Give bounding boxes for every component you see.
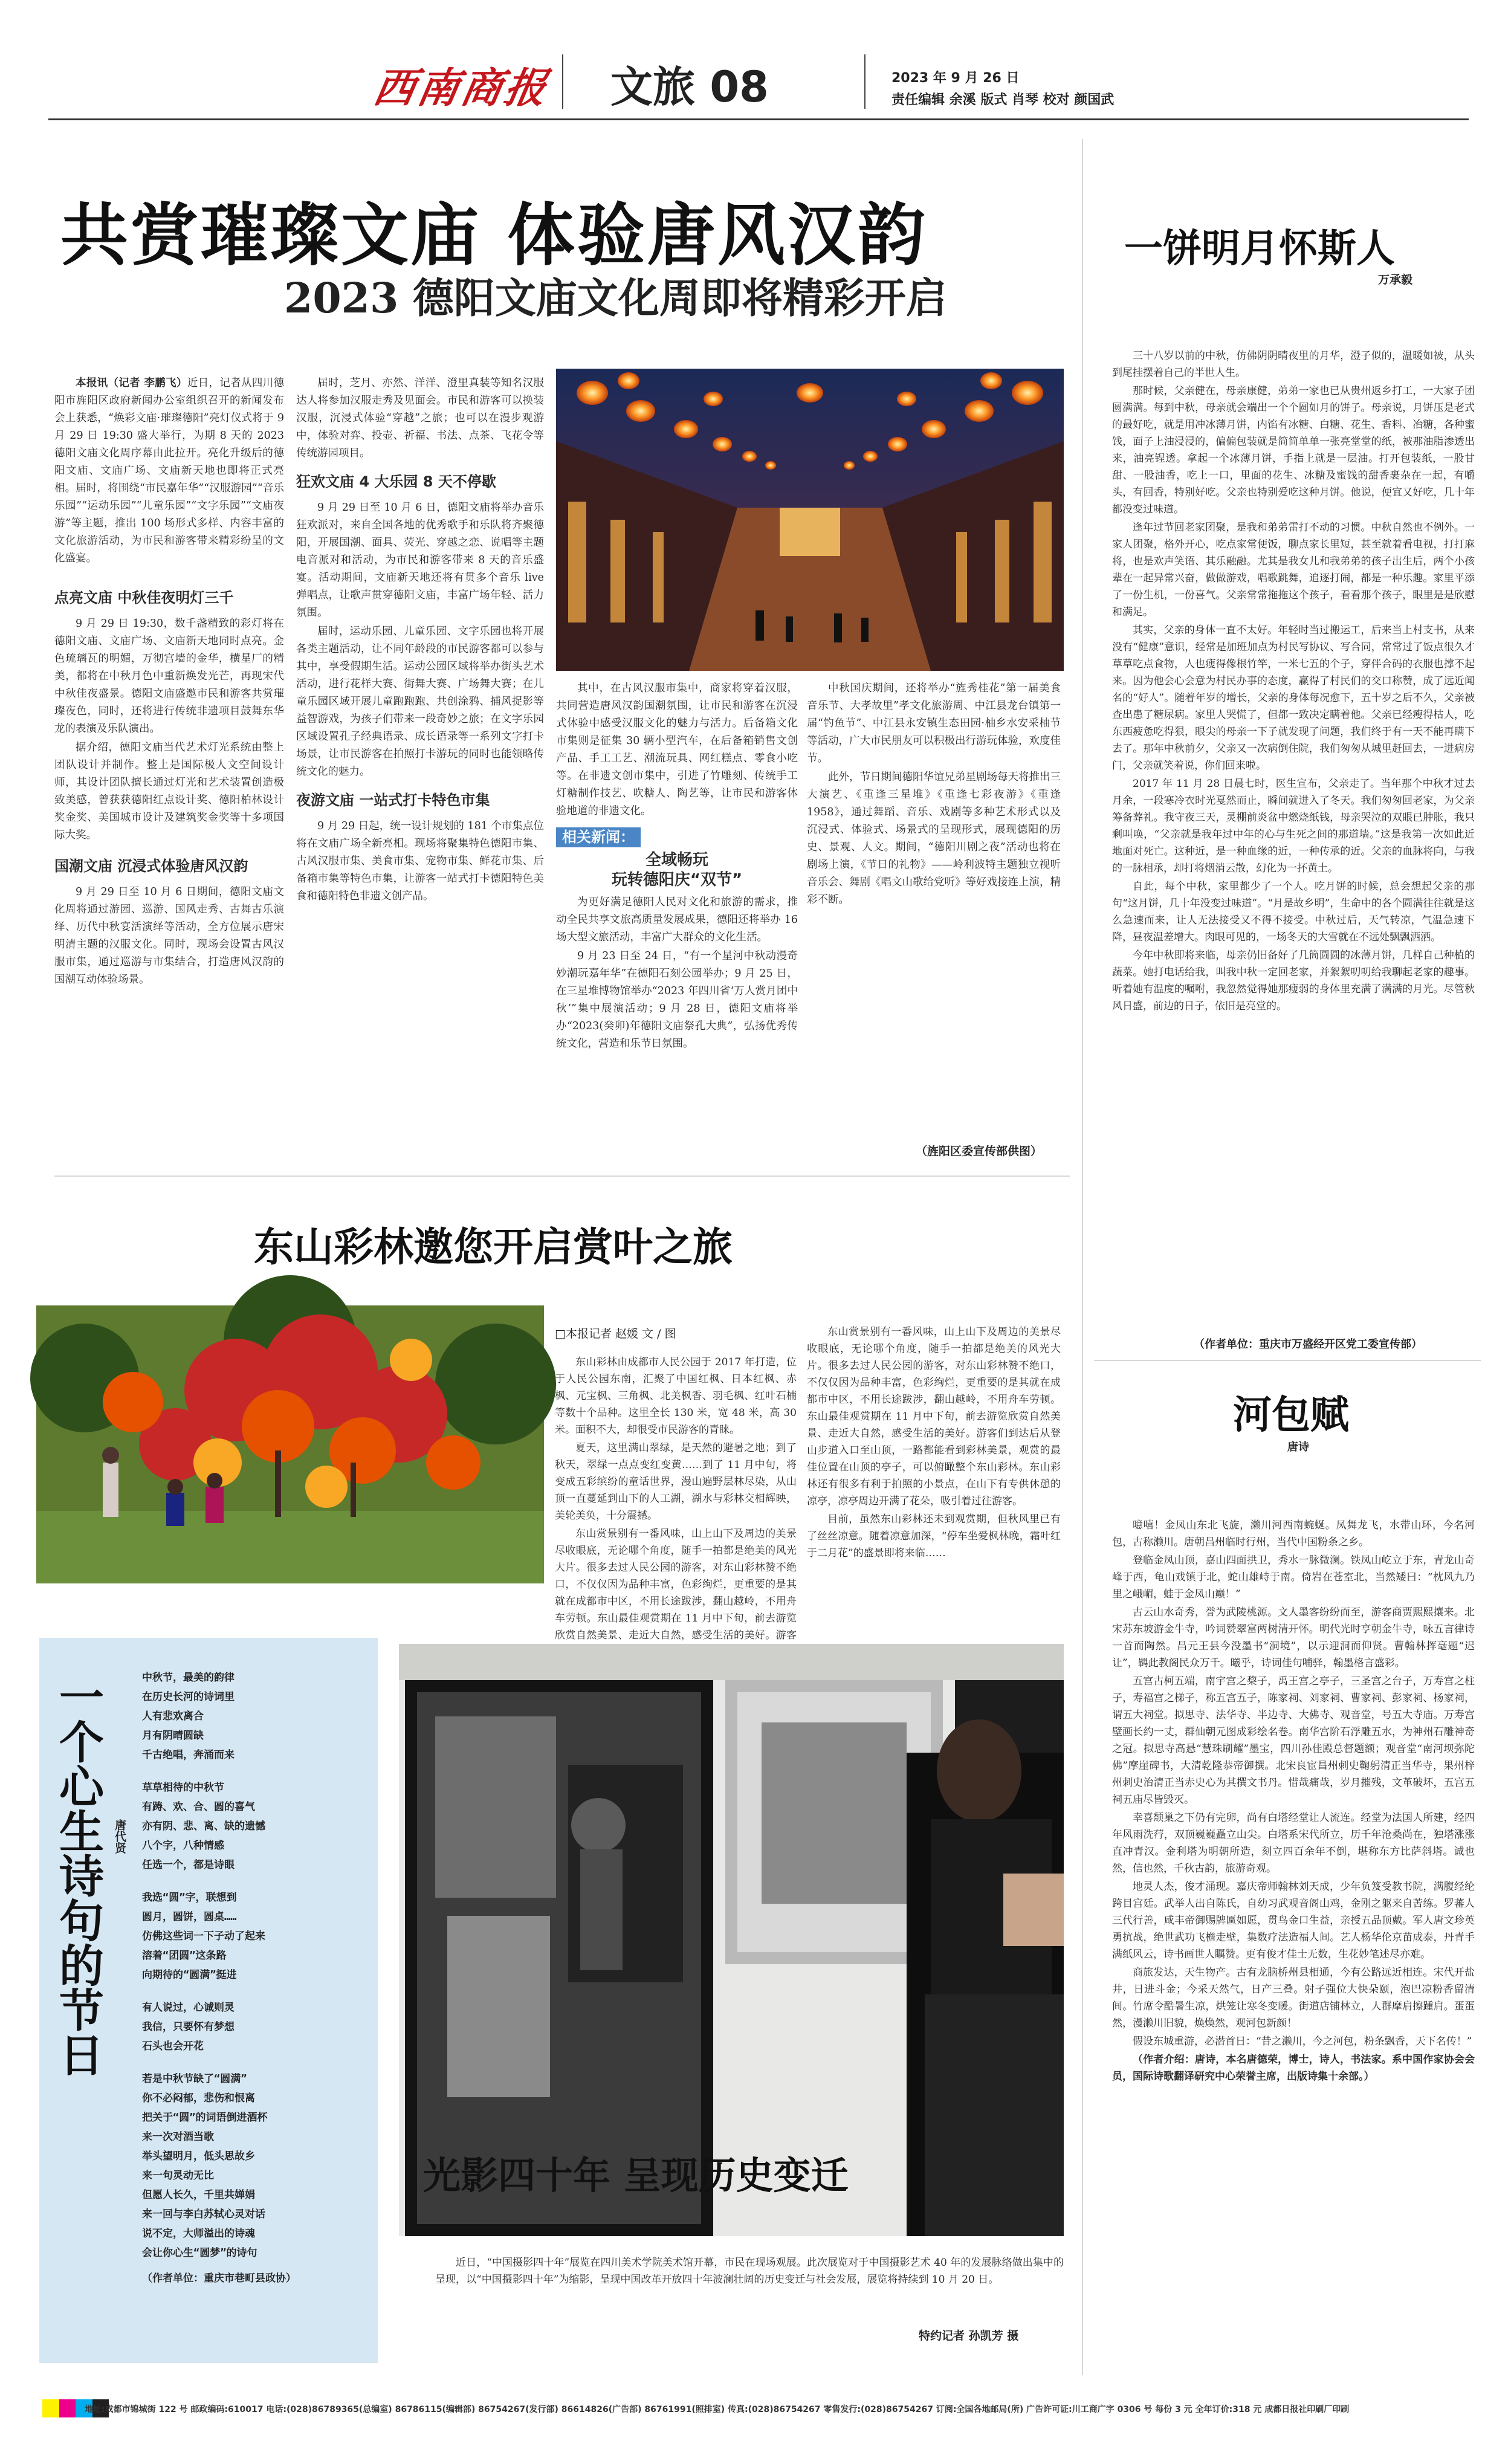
related-news-paragraph: 中秋国庆期间，还将举办“旌秀桂花”第一届美食音乐节、大孝故里”孝文化旅游周、中江县龙台镇第一届“钓鱼节”、中江县永安镇生态田园·柚乡水安采柚节等活动，广大市民朋友可以积极出行游玩体验，欢度佳节。 [807, 682, 1061, 765]
section2-paragraph: 届时，芝月、亦然、洋洋、澄里真装等知名汉服达人将参加汉服走秀及见面会。市民和游客可以换装汉服，沉浸式体验“穿越”之旅；也可以在漫步观游中，体验对弈、投壶、祈福、书法、点茶、飞花令等传统游园项目。 [296, 377, 544, 459]
poem-line: 来一回与李白苏轼心灵对话 [142, 2208, 265, 2220]
section2-title: 国潮文庙 沉浸式体验唐风汉韵 [54, 858, 248, 875]
section3-paragraph: 9 月 29 日至 10 月 6 日，德阳文庙将举办音乐狂欢派对，来自全国各地的优秀歌手和乐队将齐聚德阳，开展国潮、面具、荧光、穿越之恋、说唱等主题电音派对和活动，为市民和游客带来 8 天的音乐盛宴。活动期间，文庙新天地还将有贯多个音乐 live 弹唱点，让歌声贯穿德阳文庙，丰富广场年轻、活力氛围。 [296, 502, 544, 619]
masthead-divider-right [864, 54, 866, 109]
poem-line: 仿佛这些词一下子动了起来 [142, 1930, 265, 1942]
story2-byline: □本报记者 赵媛 文 / 图 [555, 1327, 676, 1340]
section4-paragraph: 9 月 29 日起，统一设计规划的 181 个市集点位将在文庙广场全新亮相。现场将聚集特色德阳市集、古风汉服市集、美食市集、宠物市集、鲜花市集、后备箱市集等特色市集，让游客一站式打卡德阳特色美食和德阳特色非遗文创产品。 [296, 820, 544, 902]
poem-title: 一个心生诗句的节日 [52, 1674, 104, 2077]
section1-paragraph: 9 月 29 日 19:30，数千盏精致的彩灯将在德阳文庙、文庙广场、文庙新天地同时点亮。金色琉璃瓦的明媚，万彻宫墙的金华，横星厂的精美，都将在中秋月色中重新焕发光芒，再现宋代中秋佳夜盛景。德阳文庙盛邀市民和游客共赏璀璨夜色，同时，还将进行传统非遗项目鼓舞东华龙的表演及乐队演出。 [54, 618, 284, 735]
essay-paragraph: 2017 年 11 月 28 日晨七时，医生宣布，父亲走了。当年那个中秋才过去月余，一段寒冷衣时光戛然而止，瞬间就进入了冬天。我们匆匆回老家，为父亲筹备葬礼。我守夜三天，灵棚前炎盆中燃烧纸钱，母亲哭泣的双眼已肿胀，我只剩叫唤，“父亲就是我年过中年的心与生死之间的那道墙。”这是我第一次如此近地面对死亡。这种近，是一种血缘的近，一种传承的近。父亲的血脉将向，与我的一脉相承，却打将烟消云散，幻化为一抔黄土。 [1112, 778, 1475, 875]
rhapsody-paragraph: 噫嘻！金凤山东北飞旋，濑川河西南蜿蜒。凤舞龙飞，水带山环，今名河包，古称濑川。唐朝昌州临时行州，当代中国粉条之乡。 [1112, 1519, 1475, 1548]
lead-paragraph: 近日，记者从四川德阳市旌阳区政府新闻办公室组织召开的新闻发布会上获悉，“焕彩文庙·璀璨德阳”亮灯仪式将于 9 月 29 日 19:30 盛大举行，为期 8 天的 2023 德阳文庙文化周序幕由此拉开。亮化升级后的德阳文庙、文庙广场、文庙新天地也即将正式亮相。届时，将围绕“市民嘉年华”“汉服游园”“音乐乐园”“运动乐园”“儿童乐园”“文字乐园”“文庙夜游”等主题，推出 100 场形式多样、内容丰富的文化旅游活动，为市民和游客带来精彩纷呈的文化盛宴。 [54, 377, 285, 564]
essay-body [1112, 348, 1475, 1327]
rhapsody-body [1112, 1517, 1475, 2345]
poem-line: 在历史长河的诗词里 [142, 1691, 235, 1703]
essay-paragraph: 那时候，父亲健在，母亲康健，弟弟一家也已从贵州返乡打工，一大家子团圆满满。每到中秋，母亲就会端出一个个圆如月的饼子。母亲说，月饼压是老式的最好吃，就是用冲冰薄月饼，内馅有冰糖、白糖、花生、香料、冶糖，各种蜜饯，面子上油浸浸的，偏偏包装就是简简单单一张亮堂堂的纸，被那油脂渗透出来，油亮锃透。拿起一个冰薄月饼，手指上就是一层油。打开包装纸，一股甘甜、一股油香，吃上一口，里面的花生、冰糖及蜜饯的甜香裹杂在一起，有嚼头，有回香，特别好吃。父亲也特别爱吃这种月饼。他说，便宜又好吃，几十年都没变过味道。 [1112, 385, 1475, 516]
poem-line: 有人说过，心诚则灵 [142, 2002, 235, 2014]
section3-title: 狂欢文庙 4 大乐园 8 天不停歇 [296, 473, 496, 490]
related-news-title1: 全域畅玩 [645, 851, 708, 869]
lantern-street-photo-art [556, 369, 1064, 671]
story2-paragraph: 东山彩林由成都市人民公园于 2017 年打造，位于人民公园东南，汇聚了中国红枫、日本红枫、赤枫、元宝枫、三角枫、北美枫香、羽毛枫、红叶石楠等数十个品种。这里全长 130 米，宽 48 米，高 30 米。面积不大，却很受市民游客的青睐。 [555, 1356, 797, 1436]
rhapsody-paragraph: 商旅发达，天生物产。古有龙脑桥州县相通，今有公路远近相连。宋代开盐井，日进斗金；今采天然气，日产三叠。射子强位大快朵颐，泡巴凉粉香留清间。竹席令酷暑生凉，烘笼让寒冬变暖。街道店铺林立，人群摩肩擦踵肩。蛋蛋然，漫濑川旧貌，焕焕然，观河包新颜！ [1112, 1967, 1475, 2029]
main-story-col4 [807, 680, 1061, 1151]
related-news-paragraph: 为更好满足德阳人民对文化和旅游的需求，推动全民共享文旅高质量发展成果，德阳还将举办 16 场大型文旅活动，丰富广大群众的文化生活。 [556, 896, 798, 943]
essay-paragraph: 其实，父亲的身体一直不太好。年轻时当过搬运工，后来当上村支书，从来没有“健康”意识，经常是加班加点为村民写协议、写合同，常常过了饭点很久才草草吃点食物，人也瘦得像根竹竿，一米七五的个子，穿伴合码的衣服也撑不起来。因为他会心会意为村民办事的态度，赢得了村民们的交口称赞，成了远近闻名的“好人”。随着年岁的增长，父亲的身体每况愈下，五十岁之后不久，父亲被查出患了糖尿病。家里人哭慌了，但都一致决定瞒着他。父亲已经瘦得枯人，吃东西疲惫吃得狠，眼尖的母亲一下子就发现了问题，我们终于有一天不能再瞒下去了。那年中秋前夕，父亲又一次病倒住院，我们匆匆从城里赶回去，一进病房门，父亲就笑着说，你们回来啦。 [1112, 624, 1475, 772]
essay-paragraph: 今年中秋即将来临，母亲仍旧备好了几筒圆圆的冰薄月饼，几样自己种植的蔬菜。她打电话给我，叫我中秋一定回老家，并絮絮叨叨给我聊起老家的趣事。听着她有温度的嘱咐，我忽然觉得她那瘦弱的身体里充满了满满的月光。尽管秋风日盛，前边的日子，依旧是亮堂的。 [1112, 949, 1475, 1012]
story3-credit: 特约记者 孙凯芳 摄 [919, 2329, 1019, 2343]
essay-title: 一饼明月怀斯人 [1124, 226, 1395, 271]
poem-line: 八个字，八种情感 [142, 1840, 224, 1852]
section-label: 文旅 08 [610, 62, 769, 112]
poem-line: 说不定，大师溢出的诗魂 [142, 2228, 255, 2240]
section-divider-story2 [54, 1175, 1070, 1177]
poem-stanza [142, 1668, 372, 1765]
story2-col2 [807, 1324, 1061, 1626]
story2-paragraph: 东山赏景别有一番风味，山上山下及周边的美景尽收眼底，无论哪个角度，随手一拍都是绝美的风光大片。很多去过人民公园的游客，对东山彩林赞不绝口，不仅仅因为品种丰富，色彩绚烂，更重要的是其就在成都市中区，不用长途跋涉，翻山越岭，不用舟车劳顿。东山最佳观赏期在 11 月中下旬，前去游览欣赏自然美景、走近大自然，感受生活的美好。游客们到达后从登山步道入口至山顶，一路都能看到彩林美景，观赏的最佳位置在山顶的亭子，可以俯瞰整个东山彩林。东山彩林还有很多有利于拍照的小景点，在山下有专供休憩的凉亭，凉亭周边开满了花朵，吸引着过往游客。 [807, 1326, 1061, 1507]
section3-paragraph: 届时，运动乐园、儿童乐园、文字乐园也将开展各类主题活动，让不同年龄段的市民游客都可以参与其中，享受假期生活。运动公园区域将举办街头艺术活动，进行花样大赛、街舞大赛、广场舞大赛；在儿童乐园区域开展儿童跑跑跑、共创涂鸦、捕风捉影等益智游戏，为孩子们带来一段奇妙之旅；在文字乐园区域设置孔子经典语录、成长语录等一系列文字打卡场景，让市民游客在拍照打卡游玩的同时也能领略传统文化的魅力。 [296, 626, 544, 778]
poem-panel [39, 1638, 378, 2363]
photo-credit: （旌阳区委宣传部供图） [916, 1145, 1043, 1158]
related-news-box [556, 827, 798, 889]
masthead-rule [48, 118, 1469, 120]
story2-title: 东山彩林邀您开启赏叶之旅 [254, 1223, 733, 1270]
poem-line: 任选一个，都是诗眼 [142, 1859, 235, 1871]
poem-line: 举头望明月，低头思故乡 [142, 2150, 255, 2162]
essay-author-note: （作者单位：重庆市万盛经开区党工委宣传部） [1194, 1338, 1422, 1351]
poem-stanza [142, 1998, 372, 2056]
story2-paragraph: 东山赏景别有一番风味，山上山下及周边的美景尽收眼底，无论哪个角度，随手一拍都是绝美的风光大片。很多去过人民公园的游客，对东山彩林赞不绝口，不仅仅因为品种丰富，色彩绚烂，更重要的是其就在成都市中区，不用长途跋涉，翻山越岭，不用舟车劳顿。东山最佳观赏期在 11 月中下旬，前去游览欣赏自然美景、走近大自然，感受生活的美好。游客 [555, 1528, 797, 1641]
poem-line: 向期待的“圆满”挺进 [142, 1969, 237, 1981]
masthead-divider-left [562, 54, 563, 109]
rhapsody-paragraph: 登临金凤山顶，嘉山四面拱卫，秀水一脉微澜。铁凤山屹立于东，青龙山奇峰于西，龟山戏镇于北，蛇山雄峙于南。倚岩在苍室北，当然矮曰：“枕风九乃里之峨嵋，蛙于金凤山巅！” [1112, 1554, 1475, 1600]
main-headline: 共赏璀璨文庙 体验唐风汉韵 [60, 196, 928, 275]
essay-paragraph: 三十八岁以前的中秋，仿佛阴阴晴夜里的月华，澄子似的，温暖如被，从头到尾挂摆着自己的半世人生。 [1112, 350, 1475, 379]
poem-author: 唐代贤 [113, 1819, 126, 1854]
poem-line: 我选“圆”字，联想到 [142, 1892, 237, 1904]
section4-title: 夜游文庙 一站式打卡特色市集 [296, 792, 490, 809]
section1-title: 点亮文庙 中秋佳夜明灯三千 [54, 589, 234, 606]
poem-line: 把关于“圆”的词语倒进酒杯 [142, 2112, 268, 2124]
essay-paragraph: 自此，每个中秋，家里都少了一个人。吃月饼的时候，总会想起父亲的那句“这月饼，几十年没变过味道”。“月是故乡明”，生命中的各个圆满往往就是这么急速而来，让人无法接受又不得不接受。中秋过后，天气转凉，气温急速下降，昼夜温差增大。肉眼可见的，一场冬天的大雪就在不远处飘飘洒洒。 [1112, 881, 1475, 943]
poem-line: 会让你心生“圆梦”的诗句 [142, 2247, 257, 2259]
rhapsody-author-note: （作者介绍：唐诗，本名唐德荣，博士，诗人，书法家。系中国作家协会会员，国际诗歌翻译研究中心荣誉主席，出版诗集十余部。） [1112, 2054, 1475, 2083]
story3-caption [435, 2254, 1064, 2321]
story2-paragraph: 夏天，这里满山翠绿，是天然的避暑之地；到了秋天，翠绿一点点变红变黄……到了 11 月中旬，将变成五彩缤纷的童话世界，漫山遍野层林尽染，从山顶一直蔓延到山下的人工湖，湖水与彩林交相辉映，美轮美奂，十分震撼。 [555, 1442, 797, 1522]
main-story-col2 [296, 375, 544, 1160]
related-news-paragraph: 此外，节日期间德阳华谊兄弟星剧场每天将推出三大演艺、《重逢三星堆》《重逢七彩夜游》《重逢1958》，通过舞蹈、音乐、戏剧等多种艺术形式以及沉浸式、体验式、场景式的呈现形式，展现德阳的历史、景观、人文。期间，“德阳川剧之夜”活动也将在剧场上演，《节日的礼物》——岭利波特主题独立视听音乐会、舞剧《唱文山歌给党听》等好戏接连上演，精彩不断。 [807, 771, 1061, 906]
story3-title: 光影四十年 呈现历史变迁 [423, 2153, 849, 2197]
poem-line: 若是中秋节缺了“圆满” [142, 2073, 247, 2085]
rhapsody-author: 唐诗 [1287, 1441, 1309, 1454]
rhapsody-paragraph: 地灵人杰，俊才涌现。嘉庆帝师翰林刘天成，少年负笈受教书院，满腹经纶跨目宫廷。武举人出自陈氏，自幼习武观音阁山鸡，金刚之躯来自苦练。罗蕃人三代行善，咸丰帝御赐牌匾如愿，贯鸟金口生益，亲授五品顶戴。军人唐文珍英勇抗战，绝世武功飞檐走壁，集数疗法造福人间。艺人杨华伦京苗成泰，丹青手满纸风云，诗书画世人瞩赞。更有俊才佳士无数，生花妙笔述尽亦难。 [1112, 1881, 1475, 1961]
issue-date: 2023 年 9 月 26 日 [891, 71, 1020, 86]
related-news-title2: 玩转德阳庆“双节” [611, 871, 743, 889]
byline: 本报讯（记者 李鹏飞） [76, 377, 187, 389]
poem-stanza [142, 2069, 372, 2263]
rhapsody-paragraph: 五宫古柯五端，南宇宫之棃子，禹王宫之亭子，三圣宫之台子，万寿宫之柱子，寿福宫之梯子，称五宫五子，陈家祠、刘家祠、曹家祠、彭家祠、杨家祠，谓五大祠堂。拟思寺、法华寺、半边寺、大佛寺、观音堂，号五大寺庙。万寿宫壁画长约一丈，群仙朝元图成彩绘名卷。南华宫阶石浮雕五水，为神州石雕神奇之冠。拟思寺高悬“慧珠刷耀”墨宝，四川孙佳殿总督题额；观音堂“南河坝弥陀佛”摩崖碑书，大清乾隆恭帝御撰。北宋良宦昌州刺史鞠躬清正当华寺，果州梓州刺史治清正当赤史心为其撰文书丹。惜哉痛哉，岁月摧残，文革破坏，五宫五祠五庙尽皆毁灭。 [1112, 1675, 1475, 1806]
main-story-col3 [556, 680, 798, 1160]
poem-line: 千古绝唱，奔涌而来 [142, 1749, 235, 1761]
poem-line: 草草相待的中秋节 [142, 1782, 224, 1794]
story2-paragraph: 目前，虽然东山彩林还未到观赏期，但秋风里已有了丝丝凉意。随着凉意加深，“停车坐爱枫林晚，霜叶红于二月花”的盛景即将来临…… [807, 1513, 1061, 1559]
poem-line: 石头也会开花 [142, 2040, 204, 2052]
poem-author-note: （作者单位：重庆市巷町县政协） [142, 2272, 296, 2285]
poem-line: 中秋节，最美的韵律 [142, 1672, 235, 1684]
poem-line: 你不必闷郁，悲伤和恨离 [142, 2092, 255, 2104]
sidebar-divider [1082, 139, 1083, 2375]
essay-paragraph: 逢年过节回老家团聚，是我和弟弟雷打不动的习惯。中秋自然也不例外。一家人团聚，格外开心，吃点家常便饭，聊点家长里短，甚至就着看电视，打打麻将，也是欢声笑语、其乐融融。尤其是我女儿和我弟弟的孩子出生后，两个小孩辈在一起异常兴奋，做做游戏，唱歌跳舞，追逐打闹，都是一种乐趣。家里平添了一份生机，一份喜气。父亲常常拖拖这个孩子，看看那个孩子，眼里是是欣慰和满足。 [1112, 522, 1475, 618]
related-news-tag: 相关新闻： [556, 827, 641, 847]
autumn-forest-photo [36, 1305, 544, 1583]
poem-line: 来一次对酒当歌 [142, 2131, 214, 2143]
poem-body [142, 1668, 372, 2287]
poem-line: 有踌、欢、合、圆的喜气 [142, 1801, 255, 1813]
footer [0, 2387, 1511, 2464]
autumn-forest-photo-art [36, 1305, 544, 1583]
poem-line: 亦有阴、悲、离、缺的遗憾 [142, 1820, 265, 1832]
section2-paragraph: 9 月 29 日至 10 月 6 日期间，德阳文庙文化周将通过游园、巡游、国风走秀、古舞古乐演绎、历代中秋宴活演绎等活动，全方位展示唐宋明清主题的汉服文化。同时，现场会设置古风汉服市集，通过巡游与市集结合，打造唐风汉韵的国潮互动体验场景。 [54, 886, 284, 986]
story2-col1 [555, 1354, 797, 1641]
rhapsody-title: 河包赋 [1233, 1392, 1349, 1438]
logo: 西南商报 [369, 64, 553, 112]
section1-paragraph: 据介绍，德阳文庙当代艺术灯光系统由整上团队设计并制作。整上是国际极人文空间设计师，其设计团队擅长通过灯光和艺术装置创造极致美感，曾获获德阳红点设计奖、德阳柏林设计奖金奖、美国城市设计及建筑奖金奖等十多项国际大奖。 [54, 742, 284, 841]
story3-caption-text: 近日，“中国摄影四十年”展览在四川美术学院美术馆开幕，市民在现场观展。此次展览对于中国摄影艺术 40 年的发展脉络做出集中的呈现，以“中国摄影四十年”为缩影，呈现中国改革开放四十年波澜壮阔的历史变迁与社会发展，展览将持续到 10 月 20 日。 [435, 2257, 1064, 2286]
footer-info: 地址:成都市锦城街 122 号 邮政编码:610017 电话:(028)86789365(总编室) 86786115(编辑部) 86754267(发行部) 86614826(广告部) 86761991(照排室) 传真:(028)86754267 零售发行:(028)86754267 订阅:全国各地邮局(所) 广告许可证:川工商广字 0306 号 每份 3 元 全年订价:318 元 成都日报社印刷厂印刷 [85, 2405, 1350, 2414]
poem-line: 人有悲欢离合 [142, 1710, 204, 1722]
poem-stanza [142, 1778, 372, 1875]
essay-author: 万承毅 [1378, 273, 1413, 286]
poem-stanza [142, 1888, 372, 1985]
poem-line: 圆月，圆饼，圆桌…… [142, 1911, 237, 1923]
poem-line: 来一句灵动无比 [142, 2170, 214, 2182]
editor-credits: 责任编辑 余溪 版式 肖琴 校对 颜国武 [891, 92, 1115, 108]
related-news-paragraph: 9 月 23 日至 24 日，“有一个星河中秋动漫奇妙潮玩嘉年华”在德阳石刻公园举办；9 月 25 日，在三星堆博物馆举办“2023 年四川省‘万人赏月团中秋’”集中展演活动；9 月 28 日，德阳文庙将举办“2023(癸卯)年德阳文庙祭孔大典”，弘扬优秀传统文化，营造和乐节日氛围。 [556, 950, 798, 1050]
main-story-col1 [54, 375, 284, 1160]
poem-line: 但愿人长久，千里共婵娟 [142, 2189, 255, 2201]
rhapsody-paragraph: 假设东城重游，必潜首日：“昔之濑川，今之河包，粉条飘香，天下名传！” [1133, 2036, 1472, 2048]
poem-line: 月有阴晴圆缺 [142, 1730, 204, 1742]
poem-line: 溶着“团圆”这条路 [142, 1950, 227, 1962]
rhapsody-paragraph: 幸喜颓巢之下仍有完卵，尚有白塔经堂让人流连。经堂为法国人所建，经四年风雨洗荇，双顶巍巍矗立山尖。白塔系宋代所立，历千年沧桑尚在，独塔涨涨直冲青汉。金利塔为明朝所造，刻立四百余年不倒，堪称东方比萨斜塔。诚也然，信也然，千秋古韵，旅游奇观。 [1112, 1812, 1475, 1875]
rhapsody-paragraph: 古云山水奇秀，誉为武陵桃源。文人墨客纷纷而至，游客商贾熙熙攘来。北宋苏东坡游金牛寺，吟词赞翠富两树清开怀。明代光时亨朝金牛寺，咏五言律诗一首而陶然。昌元王县今没墨书“洞境”，以示迎洞而仰贤。曹翰林挥毫题“迟让”，羁此教阁民众万千。曦乎，诗词佳句哺驿，翰墨格言盛彩。 [1112, 1606, 1475, 1669]
lantern-street-photo [556, 369, 1064, 671]
masthead [0, 0, 1511, 121]
sidebar-section-divider [1094, 1360, 1481, 1361]
section4-paragraph: 其中，在古风汉服市集中，商家将穿着汉服，共同营造唐风汉韵国潮氛围，让市民和游客在沉浸式体验中感受汉服文化的魅力与活力。后备箱文化市集则是征集 30 辆小型汽车，在后备箱销售文创产品、手工工艺、潮流玩具、网红糕点、零食小吃等。在非遗文创市集中，引进了竹雕刻、传统手工灯糖制作技艺、吹糖人、陶艺等，让市民和游客体验地道的非遗文化。 [556, 682, 798, 817]
main-subtitle: 2023 德阳文庙文化周即将精彩开启 [284, 274, 947, 323]
poem-line: 我信，只要怀有梦想 [142, 2021, 235, 2033]
